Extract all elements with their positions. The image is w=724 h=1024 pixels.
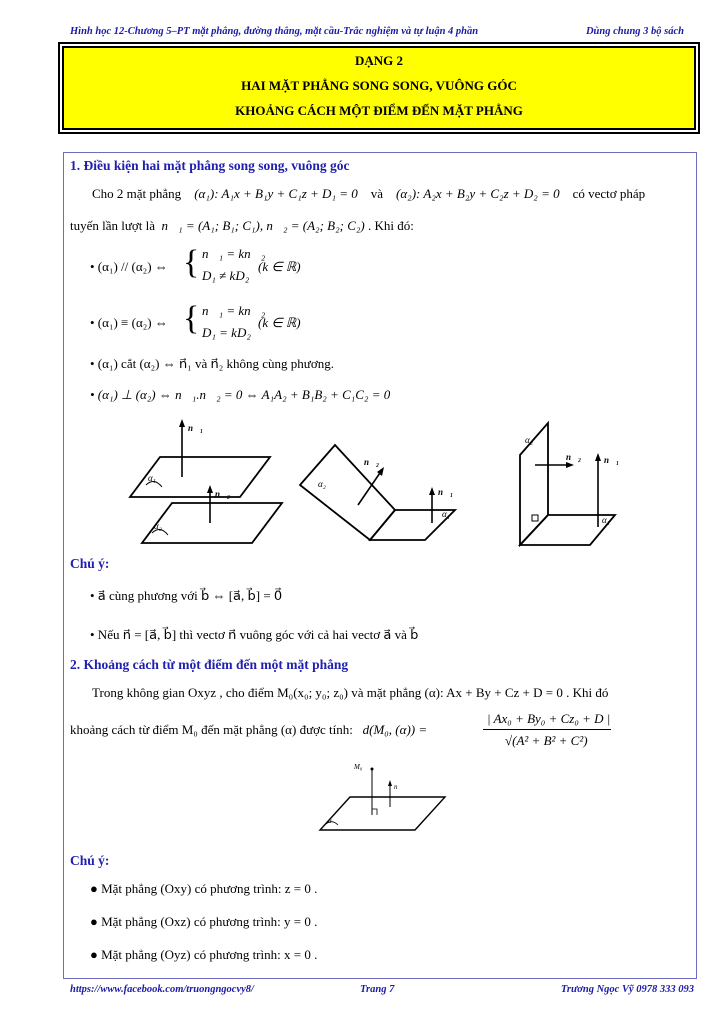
- fig-n: n⃗: [394, 783, 403, 791]
- header-left: Hình học 12-Chương 5–PT mặt phẳng, đường thẳng, mặt cầu-Trắc nghiệm và tự luận 4 phần: [70, 26, 479, 37]
- b1-bot: D₁ ≠ kD₂: [202, 268, 250, 283]
- note2-b2: ● Mặt phẳng (Oxz) có phương trình: y = 0 .: [90, 914, 318, 929]
- s1-para2: tuyến lần lượt là n⃗₁ = (A₁; B₁; C₁), n⃗₂ = (A₂; B₂; C₂) . Khi đó:: [70, 218, 414, 233]
- header-right: Dùng chung 3 bộ sách: [585, 26, 684, 37]
- s1-bullet-parallel: • (α₁) // (α₂) ⇔: [90, 259, 168, 274]
- svg-text:α₂: α₂: [318, 479, 326, 489]
- svg-text:n⃗₁: n⃗₁: [438, 487, 454, 497]
- svg-text:n⃗₂: n⃗₂: [566, 452, 582, 462]
- fig-a1: α₁: [148, 473, 156, 483]
- note2-title: Chú ý:: [70, 853, 110, 868]
- distance-figure: [310, 757, 460, 837]
- page-header: [70, 26, 684, 43]
- svg-text:α₂: α₂: [525, 435, 533, 445]
- note1-b2: • Nếu n⃗ = [a⃗, b⃗] thì vectơ n⃗ vuông góc với cả hai vectơ a⃗ và b⃗: [90, 627, 419, 642]
- distance-denominator: √(A² + B² + C²): [505, 733, 588, 748]
- fig-n1-a: n⃗₁: [188, 423, 204, 433]
- svg-text:α₁: α₁: [442, 509, 450, 519]
- svg-text:α₁: α₁: [602, 515, 610, 525]
- banner-line-3: KHOẢNG CÁCH MỘT ĐIỂM ĐẾN MẶT PHẲNG: [235, 103, 523, 118]
- banner-line-2: HAI MẶT PHẲNG SONG SONG, VUÔNG GÓC: [241, 78, 517, 93]
- note1-title: Chú ý:: [70, 556, 110, 571]
- note2-b3: ● Mặt phẳng (Oyz) có phương trình: x = 0 .: [90, 947, 318, 962]
- fig-m0: M₀: [354, 763, 363, 771]
- svg-text:n⃗₁: n⃗₁: [604, 455, 620, 465]
- section2-title: 2. Khoảng cách từ một điểm đến một mặt phẳng: [70, 657, 349, 672]
- section1-title: 1. Điều kiện hai mặt phẳng song song, vuông góc: [70, 158, 350, 173]
- s1-para1: Cho 2 mặt phẳng (α₁): A₁x + B₁y + C₁z + D₁ = 0 và (α₂): A₂x + B₂y + C₂z + D₂ = 0 có vectơ pháp: [92, 186, 646, 201]
- note1-b1: • a⃗ cùng phương với b⃗ ⇔ [a⃗, b⃗] = 0⃗: [90, 588, 283, 603]
- footer-link[interactable]: https://www.facebook.com/truongngocvy8/: [70, 984, 254, 995]
- footer-page: Trang 7: [360, 984, 395, 995]
- b2-bot: D₁ = kD₂: [202, 325, 251, 340]
- b1-top: n⃗₁ = kn⃗₂: [202, 246, 266, 261]
- b2-top: n⃗₁ = kn⃗₂: [202, 303, 266, 318]
- s1-bullet-perp: • (α₁) ⊥ (α₂) ⇔ n⃗₁.n⃗₂ = 0 ⇔ A₁A₂ + B₁B₂ + C₁C₂ = 0: [90, 387, 391, 402]
- brace-2: {: [183, 300, 200, 337]
- note2-b1: ● Mặt phẳng (Oxy) có phương trình: z = 0 .: [90, 881, 318, 896]
- s1-bullet-coincide: • (α₁) ≡ (α₂) ⇔: [90, 315, 168, 330]
- b2-k: (k ∈ ℝ): [258, 315, 301, 330]
- brace-1: {: [183, 244, 200, 281]
- s2-para1: Trong không gian Oxyz , cho điểm M₀(x₀; y₀; z₀) và mặt phẳng (α): Ax + By + Cz + D = 0 . Khi đó: [92, 685, 609, 700]
- fig-a2: α₂: [154, 521, 162, 531]
- planes-figure: [120, 415, 700, 555]
- title-banner: [62, 46, 696, 130]
- footer-author: Trương Ngọc Vỹ 0978 333 093: [560, 984, 694, 995]
- b1-k: (k ∈ ℝ): [258, 259, 301, 274]
- banner-line-1: DẠNG 2: [354, 53, 404, 68]
- fig-alpha: α: [328, 817, 332, 825]
- distance-numerator: | Ax₀ + By₀ + Cz₀ + D |: [487, 711, 611, 726]
- fraction-bar: [483, 729, 611, 730]
- s2-para2: khoảng cách từ điểm M₀ đến mặt phẳng (α) được tính: d(M₀, (α)) =: [70, 722, 428, 737]
- fig-n2-a: n⃗₂: [215, 489, 231, 499]
- s1-bullet-intersect: • (α₁) cắt (α₂) ⇔ n⃗₁ và n⃗₂ không cùng phương.: [90, 356, 334, 371]
- content-frame: [63, 152, 697, 979]
- svg-text:n⃗₂: n⃗₂: [364, 457, 380, 467]
